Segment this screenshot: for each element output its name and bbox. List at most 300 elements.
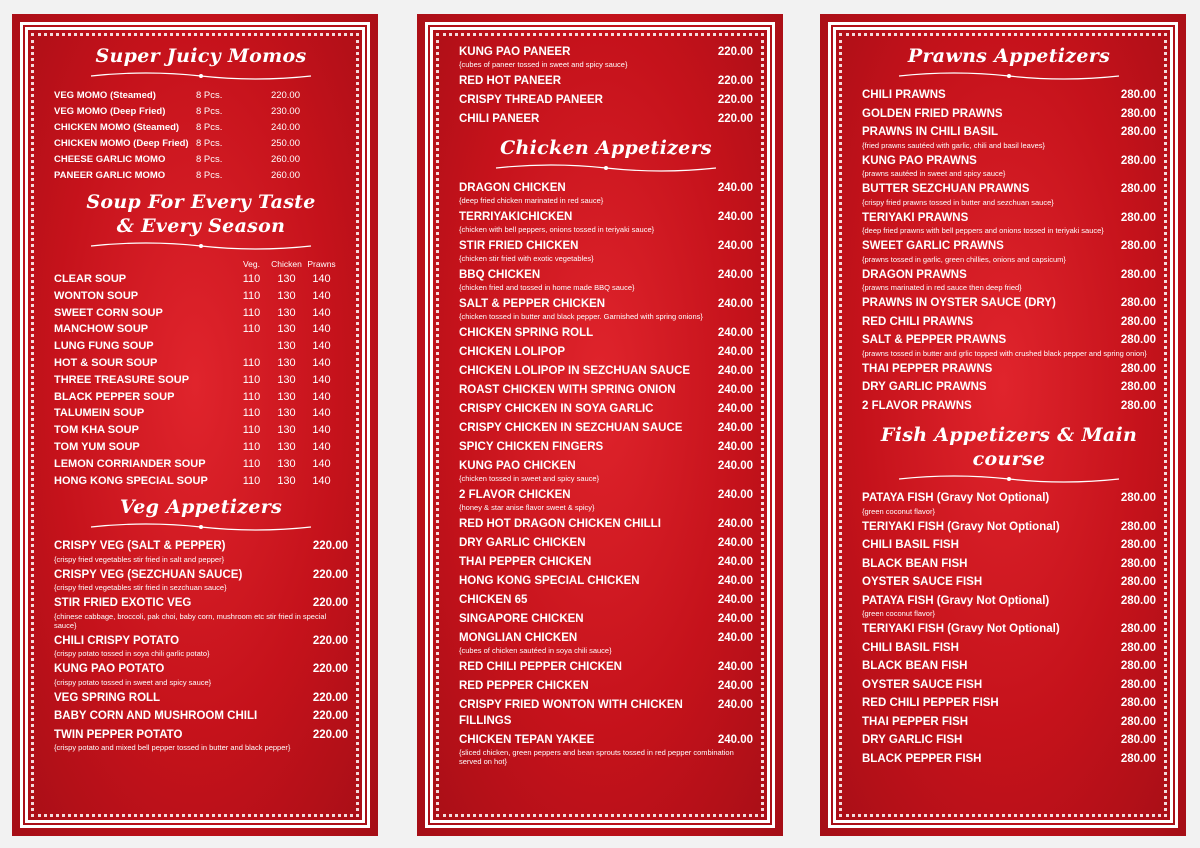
item-name: CRISPY CHICKEN IN SOYA GARLIC	[459, 403, 654, 415]
menu-item	[862, 154, 1156, 179]
item-name: CHILI PRAWNS	[862, 89, 946, 101]
soup-item	[54, 473, 348, 490]
item-price: 280.00	[1120, 89, 1156, 101]
item-qty: 8 Pcs.	[196, 154, 223, 165]
item-name: SALT & PEPPER PRAWNS	[862, 334, 1007, 346]
menu-item	[862, 520, 1156, 536]
item-name: RED CHILI PEPPER CHICKEN	[459, 661, 622, 673]
item-row	[459, 209, 753, 225]
item-row	[862, 315, 1156, 331]
item-row	[862, 733, 1156, 749]
item-row	[862, 333, 1156, 349]
item-qty: 8 Pcs.	[196, 90, 223, 101]
item-name: BLACK BEAN FISH	[862, 557, 968, 570]
item-qty: 8 Pcs.	[196, 122, 223, 133]
item-price: 280.00	[1120, 557, 1156, 570]
item-name: TERIYAKI FISH (Gravy Not Optional)	[862, 520, 1060, 533]
item-price: 240.00	[717, 182, 753, 194]
item-row	[862, 557, 1156, 573]
menu-item	[862, 733, 1156, 749]
item-row	[862, 362, 1156, 378]
soup-item	[54, 288, 348, 305]
menu-item	[862, 575, 1156, 591]
item-price: 220.00	[312, 710, 348, 723]
item-row	[862, 154, 1156, 170]
soup-item	[54, 338, 348, 355]
item-description: {crispy fried vegetables stir fried in salt and pepper}	[54, 554, 225, 564]
item-row	[459, 516, 753, 532]
item-row	[459, 401, 753, 417]
price-veg: 110	[242, 424, 261, 437]
item-price: 250.00	[270, 138, 300, 149]
item-name: CHEESE GARLIC MOMO	[54, 154, 166, 165]
menu-item	[459, 732, 753, 766]
menu-item	[54, 152, 348, 168]
item-description: {crispy fried vegetables stir fried in sezchuan sauce}	[54, 583, 227, 593]
item-name: CHICKEN MOMO (Steamed)	[54, 122, 180, 133]
item-price: 220.00	[312, 634, 348, 647]
item-name: CRISPY THREAD PANEER	[459, 94, 603, 106]
item-price: 240.00	[717, 537, 753, 549]
panel-2-content	[459, 44, 753, 806]
menu-item	[459, 363, 753, 379]
menu-item	[862, 594, 1156, 619]
item-qty: 8 Pcs.	[196, 106, 223, 117]
item-price: 240.00	[717, 632, 753, 644]
menu-item	[54, 728, 348, 753]
item-row	[459, 732, 753, 748]
price-veg: 110	[242, 306, 261, 319]
item-row	[54, 596, 348, 612]
menu-item	[54, 168, 348, 184]
menu-item	[459, 630, 753, 655]
menu-item	[862, 239, 1156, 264]
menu-item	[459, 516, 753, 532]
item-name: BABY CORN AND MUSHROOM CHILI	[54, 710, 258, 723]
item-name: PATAYA FISH (Gravy Not Optional)	[862, 492, 1050, 504]
item-row	[54, 568, 348, 584]
item-row	[862, 520, 1156, 536]
soup-list	[54, 271, 348, 489]
menu-item	[459, 592, 753, 608]
prawns-title: Prawns Appetizers	[907, 45, 1111, 67]
item-row	[862, 594, 1156, 610]
item-price: 220.00	[312, 728, 348, 741]
item-price: 240.00	[270, 122, 300, 133]
menu-item	[862, 182, 1156, 207]
flourish-divider	[86, 521, 316, 533]
item-row	[862, 696, 1156, 712]
item-row	[459, 344, 753, 360]
item-name: TWIN PEPPER POTATO	[54, 728, 183, 741]
item-name: KUNG PAO PRAWNS	[862, 154, 977, 167]
price-chicken: 130	[277, 390, 296, 403]
menu-item	[54, 634, 348, 659]
item-price: 240.00	[717, 298, 753, 310]
price-veg: 110	[242, 474, 261, 487]
item-row	[862, 268, 1156, 284]
item-description: {prawns tossed in butter and grlic topped with crushed black pepper and spring onion}	[862, 348, 1147, 358]
item-name: THREE TREASURE SOUP	[54, 373, 190, 386]
flourish-divider	[894, 70, 1124, 82]
item-name: RED CHILI PEPPER FISH	[862, 697, 999, 709]
menu-item	[54, 120, 348, 136]
item-price: 280.00	[1120, 240, 1156, 252]
item-row	[862, 211, 1156, 227]
item-name: VEG MOMO (Deep Fried)	[54, 106, 166, 117]
chicken-list	[459, 180, 753, 766]
item-price: 280.00	[1120, 334, 1156, 346]
item-name: CRISPY CHICKEN IN SEZCHUAN SAUCE	[459, 422, 683, 434]
item-description: {crispy potato and mixed bell pepper tossed in butter and black pepper}	[54, 743, 291, 753]
item-price: 240.00	[717, 327, 753, 339]
price-chicken: 130	[277, 306, 296, 319]
item-price: 280.00	[1120, 492, 1156, 504]
menu-item	[862, 362, 1156, 378]
fish-list	[862, 491, 1156, 767]
menu-item	[862, 268, 1156, 293]
item-name: THAI PEPPER CHICKEN	[459, 556, 592, 568]
item-name: BLACK PEPPER SOUP	[54, 390, 175, 403]
menu-item	[862, 107, 1156, 123]
item-price: 240.00	[717, 556, 753, 568]
soup-item	[54, 422, 348, 439]
item-name: RED CHILI PRAWNS	[862, 315, 974, 328]
price-chicken: 130	[277, 440, 296, 453]
item-row	[54, 634, 348, 650]
item-name: STIR FRIED CHICKEN	[459, 240, 579, 252]
price-prawns: 140	[312, 340, 331, 353]
item-name: KUNG PAO PANEER	[459, 46, 571, 58]
soup-title-line1: Soup For Every Taste	[86, 191, 316, 213]
item-price: 280.00	[1120, 539, 1156, 551]
item-price: 230.00	[270, 106, 300, 117]
item-description: {chicken tossed in butter and black pepper. Garnished with spring onions}	[459, 312, 703, 321]
item-price: 280.00	[1120, 381, 1156, 393]
price-veg	[234, 338, 269, 355]
item-row	[862, 538, 1156, 554]
item-name: PRAWNS IN OYSTER SAUCE (DRY)	[862, 297, 1056, 309]
item-price: 280.00	[1120, 297, 1156, 309]
item-name: BLACK BEAN FISH	[862, 660, 968, 672]
flourish-divider	[86, 70, 316, 82]
item-description: {green coconut flavor}	[862, 609, 935, 618]
menu-item	[54, 691, 348, 707]
item-price: 220.00	[717, 46, 753, 58]
panel-1-content	[54, 44, 348, 806]
header-veg: Veg.	[242, 259, 261, 269]
soup-item	[54, 355, 348, 372]
item-name: CHICKEN TEPAN YAKEE	[459, 734, 595, 746]
item-name: THAI PEPPER PRAWNS	[862, 362, 993, 375]
menu-item	[862, 678, 1156, 694]
item-name: CHICKEN 65	[459, 594, 528, 606]
item-name: CRISPY FRIED WONTON WITH CHICKEN FILLINGS	[459, 699, 683, 727]
item-name: OYSTER SAUCE FISH	[862, 576, 983, 588]
item-name: PRAWNS IN CHILI BASIL	[862, 126, 999, 138]
menu-item	[862, 715, 1156, 731]
item-price: 220.00	[312, 540, 348, 553]
item-description: {chicken fried and tossed in home made BBQ sauce}	[459, 283, 635, 292]
menu-item	[54, 709, 348, 725]
item-name: PATAYA FISH (Gravy Not Optional)	[862, 594, 1050, 607]
item-name: DRY GARLIC PRAWNS	[862, 381, 987, 393]
menu-item	[54, 136, 348, 152]
item-name: MANCHOW SOUP	[54, 323, 149, 336]
price-prawns: 140	[312, 440, 331, 453]
item-row	[459, 573, 753, 589]
soup-item	[54, 271, 348, 288]
menu-item	[459, 458, 753, 483]
item-name: HONG KONG SPECIAL CHICKEN	[459, 575, 640, 587]
menu-item	[862, 491, 1156, 516]
item-name: CHILI BASIL FISH	[862, 641, 959, 654]
item-row	[54, 709, 348, 725]
menu-item	[459, 487, 753, 512]
item-name: KUNG PAO POTATO	[54, 663, 165, 676]
item-price: 240.00	[717, 365, 753, 377]
item-name: SWEET GARLIC PRAWNS	[862, 240, 1004, 252]
item-name: TERIYAKI FISH (Gravy Not Optional)	[862, 623, 1060, 635]
fish-title: Fish Appetizers & Main course	[880, 424, 1138, 470]
item-description: {chicken stir fried with exotic vegetables}	[459, 254, 594, 263]
item-description: {deep fried chicken marinated in red sauce}	[459, 196, 604, 205]
menu-item	[459, 44, 753, 69]
price-chicken: 130	[277, 424, 296, 437]
price-prawns: 140	[312, 373, 331, 386]
menu-item	[459, 573, 753, 589]
item-name: HOT & SOUR SOUP	[54, 356, 158, 369]
header-chicken: Chicken	[271, 259, 302, 269]
item-row	[459, 267, 753, 283]
item-name: VEG SPRING ROLL	[54, 691, 161, 704]
item-row	[862, 107, 1156, 123]
header-prawns: Prawns	[307, 259, 336, 269]
menu-item	[459, 73, 753, 89]
item-price: 280.00	[1120, 315, 1156, 328]
price-chicken: 130	[277, 457, 296, 470]
menu-item	[862, 752, 1156, 768]
item-price: 280.00	[1120, 126, 1156, 138]
item-row	[862, 380, 1156, 396]
item-description: {cubes of chicken sautéed in soya chili sauce}	[459, 646, 612, 655]
menu-item	[862, 557, 1156, 573]
item-row	[54, 539, 348, 555]
item-row	[459, 659, 753, 675]
item-description: {chicken with bell peppers, onions tossed in teriyaki sauce}	[459, 225, 655, 234]
soup-item	[54, 456, 348, 473]
menu-item	[459, 238, 753, 263]
item-price: 280.00	[1120, 734, 1156, 746]
item-price: 240.00	[717, 680, 753, 692]
item-row	[459, 111, 753, 127]
item-description: {honey & star anise flavor sweet & spicy}	[459, 503, 595, 512]
chicken-title: Chicken Appetizers	[500, 137, 712, 159]
price-chicken: 130	[277, 289, 296, 302]
item-name: SALT & PEPPER CHICKEN	[459, 298, 606, 310]
item-qty: 8 Pcs.	[196, 138, 223, 149]
menu-item	[459, 209, 753, 234]
soup-column-headers	[54, 258, 348, 271]
item-row	[459, 180, 753, 196]
price-chicken: 130	[277, 474, 296, 487]
item-name: WONTON SOUP	[54, 289, 139, 302]
price-prawns: 140	[312, 273, 331, 285]
item-row	[459, 554, 753, 570]
menu-item	[54, 539, 348, 564]
item-row	[459, 238, 753, 254]
item-row	[54, 691, 348, 707]
item-name: CLEAR SOUP	[54, 273, 127, 285]
menu-item	[862, 696, 1156, 712]
item-row	[459, 678, 753, 694]
item-price: 240.00	[717, 518, 753, 530]
item-row	[862, 715, 1156, 731]
item-description: {prawns tossed in garlic, green chillies, onions and capsicum}	[862, 254, 1066, 264]
item-price: 280.00	[1120, 697, 1156, 709]
item-name: VEG MOMO (Steamed)	[54, 90, 156, 101]
price-veg: 110	[242, 390, 261, 403]
price-veg: 110	[242, 373, 261, 386]
item-price: 240.00	[717, 441, 753, 453]
item-description: {cubes of paneer tossed in sweet and spicy sauce}	[459, 60, 628, 69]
item-name: CHICKEN SPRING ROLL	[459, 327, 594, 339]
item-price: 280.00	[1120, 183, 1156, 195]
item-price: 280.00	[1120, 623, 1156, 635]
panel-3-content	[862, 44, 1156, 806]
item-description: {crispy potato tossed in soya chili garlic potato}	[54, 649, 210, 659]
price-prawns: 140	[312, 457, 331, 470]
item-name: DRY GARLIC FISH	[862, 734, 963, 746]
item-price: 240.00	[717, 403, 753, 415]
menu-item	[862, 88, 1156, 104]
menu-item	[54, 662, 348, 687]
item-price: 280.00	[1120, 362, 1156, 375]
item-price: 280.00	[1120, 641, 1156, 654]
item-row	[862, 752, 1156, 768]
item-description: {crispy fried prawns tossed in butter and sezchuan sauce}	[862, 197, 1054, 207]
item-price: 220.00	[312, 568, 348, 581]
item-row	[459, 325, 753, 341]
item-name: DRY GARLIC CHICKEN	[459, 537, 586, 549]
veg-list	[54, 539, 348, 752]
item-row	[459, 630, 753, 646]
item-name: TERRIYAKICHICKEN	[459, 211, 573, 223]
price-chicken: 130	[277, 323, 296, 336]
item-price: 240.00	[717, 422, 753, 434]
item-row	[459, 697, 753, 729]
item-name: TALUMEIN SOUP	[54, 407, 145, 420]
item-price: 280.00	[1120, 154, 1156, 167]
menu-item	[862, 296, 1156, 312]
item-row	[54, 728, 348, 744]
menu-item	[459, 439, 753, 455]
item-price: 240.00	[717, 384, 753, 396]
item-price: 280.00	[1120, 715, 1156, 728]
item-name: THAI PEPPER FISH	[862, 715, 969, 728]
item-description: {crispy potato tossed in sweet and spicy sauce}	[54, 677, 212, 687]
item-name: STIR FRIED EXOTIC VEG	[54, 597, 192, 610]
item-description: {prawns sautéed in sweet and spicy sauce}	[862, 169, 1006, 178]
price-prawns: 140	[312, 474, 331, 487]
soup-item	[54, 405, 348, 422]
item-row	[459, 44, 753, 60]
price-prawns: 140	[312, 407, 331, 420]
item-price: 280.00	[1120, 660, 1156, 672]
menu-item	[459, 611, 753, 627]
item-price: 220.00	[717, 75, 753, 87]
item-price: 240.00	[717, 699, 753, 711]
item-price: 240.00	[717, 240, 753, 252]
menu-item	[459, 296, 753, 321]
item-price: 220.00	[717, 94, 753, 106]
item-price: 220.00	[312, 663, 348, 676]
item-name: PANEER GARLIC MOMO	[54, 170, 166, 181]
price-chicken: 130	[277, 356, 296, 369]
item-row	[862, 622, 1156, 638]
item-name: CHICKEN LOLIPOP	[459, 346, 566, 358]
price-veg: 110	[242, 440, 261, 453]
item-row	[862, 125, 1156, 141]
item-row	[459, 592, 753, 608]
menu-item	[459, 678, 753, 694]
item-row	[459, 73, 753, 89]
menu-item	[862, 659, 1156, 675]
item-row	[459, 382, 753, 398]
menu-item	[459, 382, 753, 398]
price-prawns: 140	[312, 289, 331, 302]
price-prawns: 140	[312, 424, 331, 437]
item-price: 240.00	[717, 613, 753, 625]
menu-item	[862, 211, 1156, 236]
item-row	[459, 296, 753, 312]
item-name: BLACK PEPPER FISH	[862, 752, 982, 765]
item-row	[862, 575, 1156, 591]
menu-panel-1	[12, 14, 378, 836]
price-veg: 110	[242, 289, 261, 302]
soup-item	[54, 389, 348, 406]
menu-item	[862, 380, 1156, 396]
item-row	[459, 611, 753, 627]
item-name: KUNG PAO CHICKEN	[459, 460, 576, 472]
item-name: SWEET CORN SOUP	[54, 306, 163, 319]
item-name: CHILI BASIL FISH	[862, 539, 959, 551]
price-veg: 110	[242, 356, 261, 369]
item-price: 220.00	[717, 113, 753, 125]
item-price: 260.00	[270, 154, 300, 165]
item-row	[862, 296, 1156, 312]
menu-item	[459, 344, 753, 360]
menu-item	[459, 180, 753, 205]
item-row	[459, 420, 753, 436]
menu-item	[459, 659, 753, 675]
flourish-divider	[491, 162, 721, 174]
item-row	[862, 641, 1156, 657]
flourish-divider	[894, 473, 1124, 485]
item-price: 240.00	[717, 211, 753, 223]
item-row	[54, 662, 348, 678]
menu-item	[54, 104, 348, 120]
price-chicken: 130	[277, 273, 296, 285]
item-name: CRISPY VEG (SEZCHUAN SAUCE)	[54, 568, 243, 581]
item-price: 280.00	[1120, 211, 1156, 224]
prawns-list	[862, 88, 1156, 414]
item-name: DRAGON PRAWNS	[862, 268, 967, 281]
menu-item	[459, 92, 753, 108]
menu-item	[862, 333, 1156, 358]
menu-item	[459, 697, 753, 729]
item-name: SPICY CHICKEN FINGERS	[459, 441, 604, 453]
